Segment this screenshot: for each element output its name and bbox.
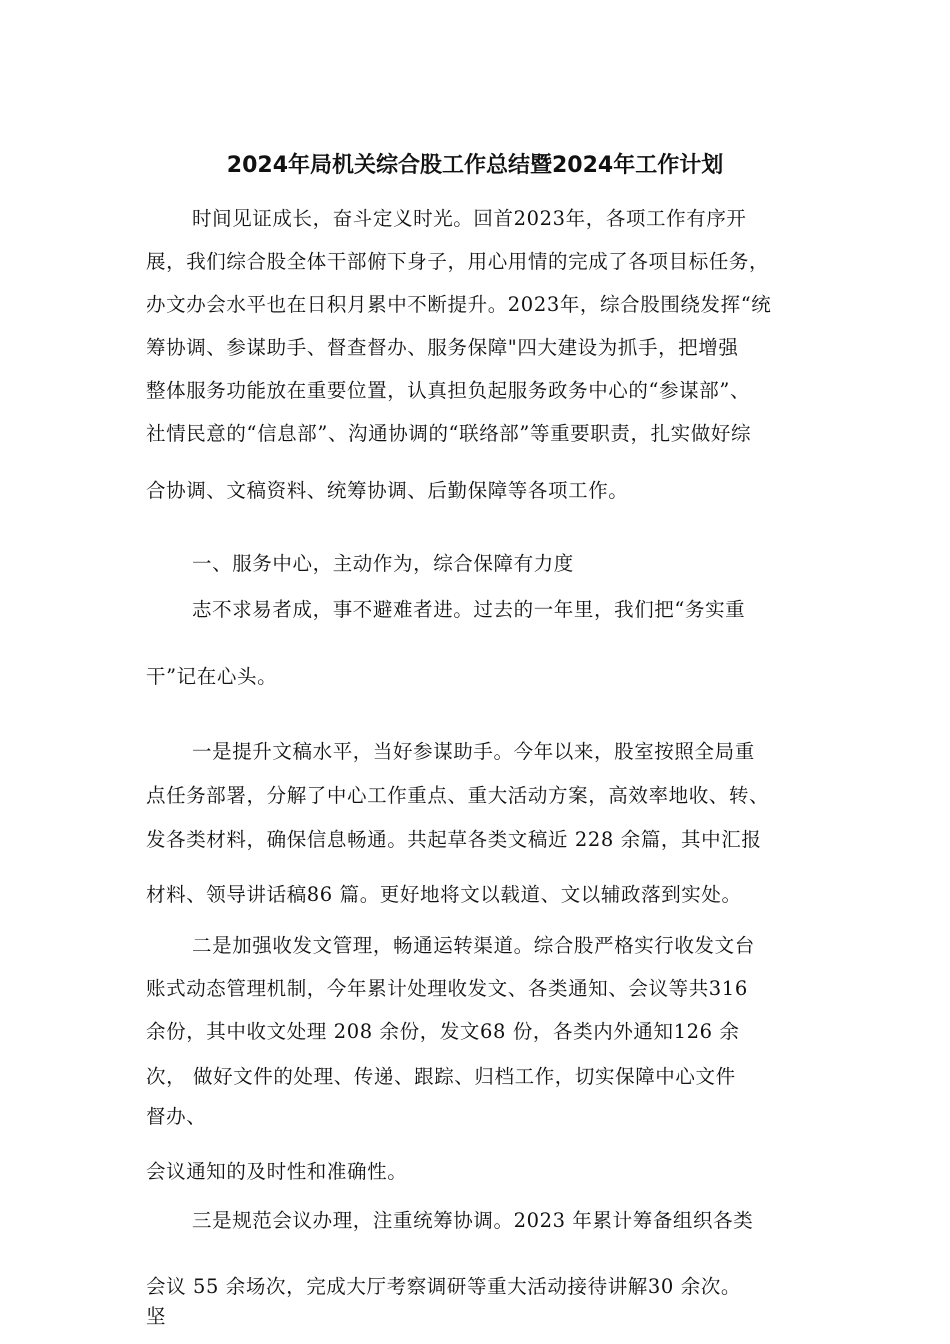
paragraph-line: 志不求易者成，事不避难者进。过去的一年里，我们把“务实重: [192, 598, 746, 621]
paragraph-line: 筹协调、参谋助手、督查督办、服务保障"四大建设为抓手，把增强: [146, 336, 739, 359]
paragraph-line: 会议通知的及时性和准确性。: [146, 1160, 408, 1183]
paragraph-line: 次， 做好文件的处理、传递、跟踪、归档工作，切实保障中心文件: [146, 1065, 736, 1088]
paragraph-line: 会议 55 余场次，完成大厅考察调研等重大活动接待讲解30 余次。: [146, 1275, 742, 1298]
paragraph-line: 账式动态管理机制，今年累计处理收发文、各类通知、会议等共316: [146, 977, 748, 1000]
paragraph-line: 余份，其中收文处理 208 余份，发文68 份，各类内外通知126 余: [146, 1020, 740, 1043]
paragraph-line: 合协调、文稿资料、统筹协调、后勤保障等各项工作。: [146, 479, 629, 502]
paragraph-line: 发各类材料，确保信息畅通。共起草各类文稿近 228 余篇，其中汇报: [146, 828, 762, 851]
paragraph-line: 点任务部署，分解了中心工作重点、重大活动方案，高效率地收、转、: [146, 784, 770, 807]
document-title: 2024年局机关综合股工作总结暨2024年工作计划: [226, 153, 724, 178]
paragraph-line: 时间见证成长，奋斗定义时光。回首2023年，各项工作有序开: [192, 207, 747, 230]
paragraph-line: 三是规范会议办理，注重统筹协调。2023 年累计筹备组织各类: [192, 1209, 754, 1232]
paragraph-line: 展，我们综合股全体干部俯下身子，用心用情的完成了各项目标任务，: [146, 250, 770, 273]
paragraph-line: 办文办会水平也在日积月累中不断提升。2023年，综合股围绕发挥“统: [146, 293, 772, 316]
paragraph-line: 督办、: [146, 1105, 207, 1128]
paragraph-line: 干”记在心头。: [146, 665, 278, 688]
section-heading: 一、服务中心，主动作为，综合保障有力度: [192, 552, 574, 575]
paragraph-line: 一是提升文稿水平，当好参谋助手。今年以来，股室按照全局重: [192, 740, 755, 763]
paragraph-line: 二是加强收发文管理，畅通运转渠道。综合股严格实行收发文台: [192, 934, 755, 957]
paragraph-line: 坚: [146, 1305, 167, 1328]
paragraph-line: 社情民意的“信息部”、沟通协调的“联络部”等重要职责，扎实做好综: [146, 422, 752, 445]
paragraph-line: 整体服务功能放在重要位置，认真担负起服务政务中心的“参谋部”、: [146, 379, 751, 402]
paragraph-line: 材料、领导讲话稿86 篇。更好地将文以载道、文以辅政落到实处。: [146, 883, 742, 906]
